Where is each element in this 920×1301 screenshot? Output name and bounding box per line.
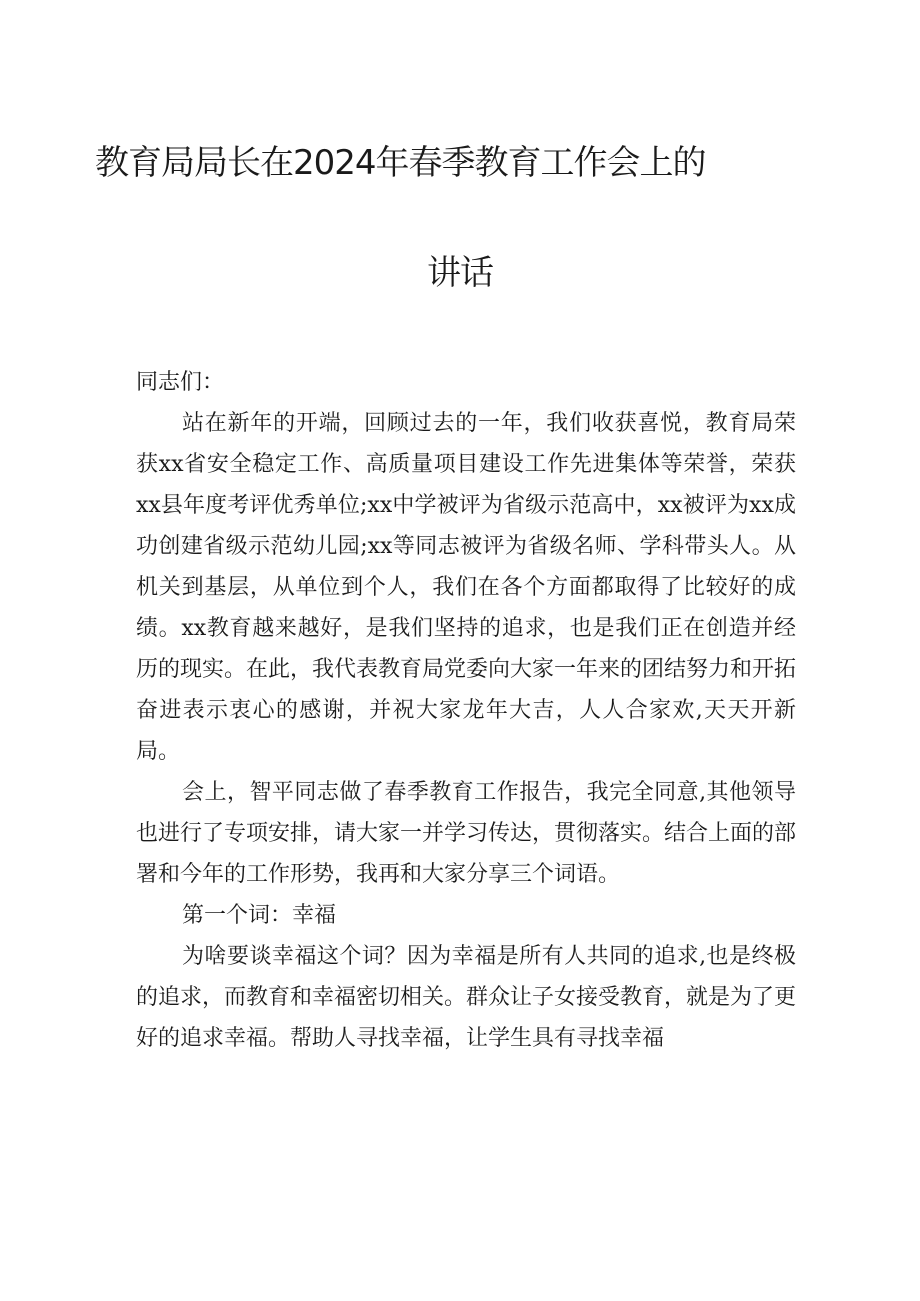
document-title-line-2: 讲话 bbox=[427, 253, 493, 293]
section-paragraph: 为啥要谈幸福这个词？因为幸福是所有人共同的追求,也是终极的追求，而教育和幸福密切相关。群众让子女接受教育，就是为了更好的追求幸福。帮助人寻找幸福，让学生具有寻找幸福 bbox=[136, 944, 797, 1051]
document-body bbox=[136, 362, 796, 1059]
document-title-line-1: 教育局局长在2024年春季教育工作会上的 bbox=[95, 143, 706, 183]
section-heading: 第一个词：幸福 bbox=[182, 903, 337, 928]
salutation: 同志们： bbox=[136, 370, 225, 395]
paragraph-1: 站在新年的开端，回顾过去的一年，我们收获喜悦，教育局荣获xx省安全稳定工作、高质量项目建设工作先进集体等荣誉，荣获xx县年度考评优秀单位;xx中学被评为省级示范高中，xx被评为xx成功创建省级示范幼儿园;xx等同志被评为省级名师、学科带头人。从机关到基层，从单位到个人，我们在各个方面都取得了比较好的成绩。xx教育越来越好，是我们坚持的追求，也是我们正在创造并经历的现实。在此，我代表教育局党委向大家一年来的团结努力和开拓奋进表示衷心的感谢，并祝大家龙年大吉，人人合家欢,天天开新局。 bbox=[136, 411, 797, 764]
paragraph-2: 会上，智平同志做了春季教育工作报告，我完全同意,其他领导也进行了专项安排，请大家一并学习传达，贯彻落实。结合上面的部署和今年的工作形势，我再和大家分享三个词语。 bbox=[136, 780, 797, 887]
